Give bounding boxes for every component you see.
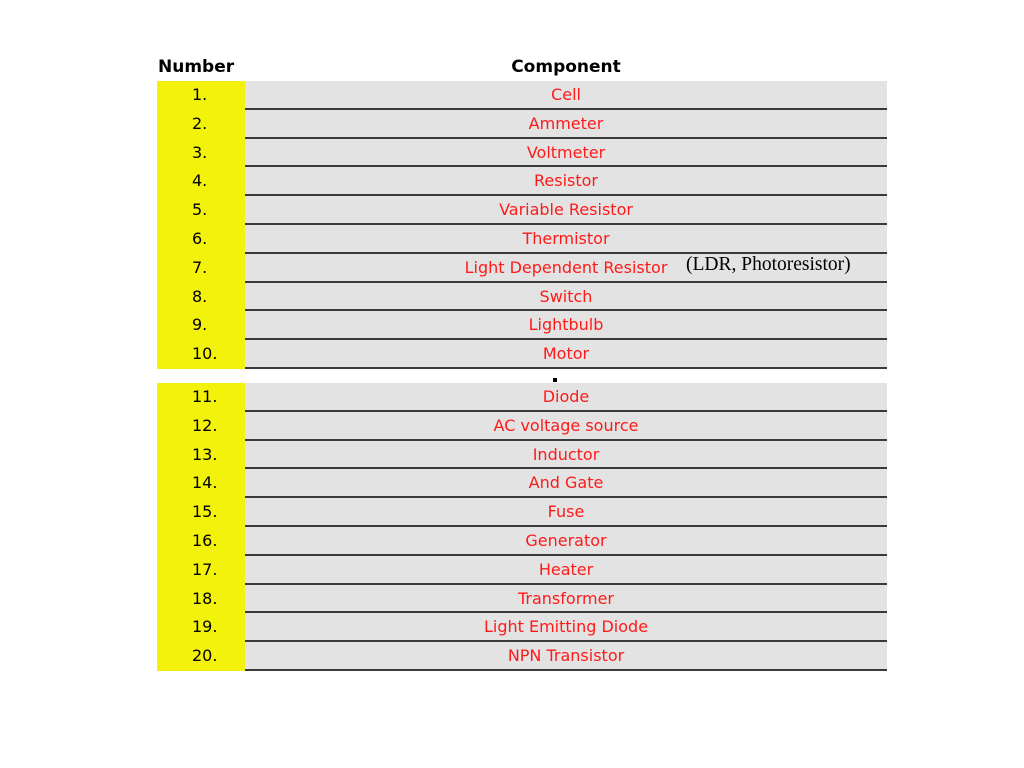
table-row: [157, 412, 887, 441]
row-number: 12.: [157, 412, 245, 441]
table-row: [157, 139, 887, 168]
table-row: [157, 167, 887, 196]
row-component: And Gate: [245, 469, 887, 496]
table-row: [157, 613, 887, 642]
row-number: 16.: [157, 527, 245, 556]
row-number: 3.: [157, 139, 245, 168]
table-row: [157, 383, 887, 412]
table-row: [157, 441, 887, 470]
table-row: [157, 527, 887, 556]
table-row: [157, 642, 887, 671]
row-number: 1.: [157, 81, 245, 110]
row-number: 8.: [157, 283, 245, 312]
table-row: [157, 283, 887, 312]
row-component: Generator: [245, 527, 887, 554]
separator-dot: [553, 378, 557, 382]
row-number: 10.: [157, 340, 245, 369]
table-row: [157, 81, 887, 110]
row-number: 14.: [157, 469, 245, 498]
row-component: Lightbulb: [245, 311, 887, 338]
row-number: 19.: [157, 613, 245, 642]
row-number: 7.: [157, 254, 245, 283]
row-component: Thermistor: [245, 225, 887, 252]
row-number: 18.: [157, 585, 245, 614]
row-number: 6.: [157, 225, 245, 254]
table-row: [157, 225, 887, 254]
component-column-header: Component: [511, 57, 621, 77]
row-number: 20.: [157, 642, 245, 671]
row-number: 17.: [157, 556, 245, 585]
row-component: Heater: [245, 556, 887, 583]
table-row: [157, 469, 887, 498]
row-component: Light Emitting Diode: [245, 613, 887, 640]
table-row: [157, 311, 887, 340]
row-number: 15.: [157, 498, 245, 527]
row-component: Inductor: [245, 441, 887, 468]
row-component: Ammeter: [245, 110, 887, 137]
row-component: Diode: [245, 383, 887, 410]
table-row: [157, 340, 887, 369]
row-number: 2.: [157, 110, 245, 139]
row-number: 4.: [157, 167, 245, 196]
row-component: Cell: [245, 81, 887, 108]
table-row: [157, 498, 887, 527]
table-row: [157, 556, 887, 585]
row-component: Light Dependent Resistor: [245, 254, 887, 281]
table-row: [157, 585, 887, 614]
row-number: 5.: [157, 196, 245, 225]
table-header: [157, 57, 887, 81]
row-component: Motor: [245, 340, 887, 367]
table-row: [157, 110, 887, 139]
row-component: Variable Resistor: [245, 196, 887, 223]
table-row: [157, 196, 887, 225]
row-number: 11.: [157, 383, 245, 412]
row-component: Fuse: [245, 498, 887, 525]
row-component: NPN Transistor: [245, 642, 887, 669]
row-component: Transformer: [245, 585, 887, 612]
row-component: Switch: [245, 283, 887, 310]
row-component: AC voltage source: [245, 412, 887, 439]
component-table-part-2: [157, 383, 887, 671]
row-component: Resistor: [245, 167, 887, 194]
number-column-header: Number: [158, 57, 235, 77]
ldr-annotation: (LDR, Photoresistor): [686, 254, 851, 275]
row-number: 9.: [157, 311, 245, 340]
row-number: 13.: [157, 441, 245, 470]
row-component: Voltmeter: [245, 139, 887, 166]
component-table-part-1: [157, 81, 887, 369]
